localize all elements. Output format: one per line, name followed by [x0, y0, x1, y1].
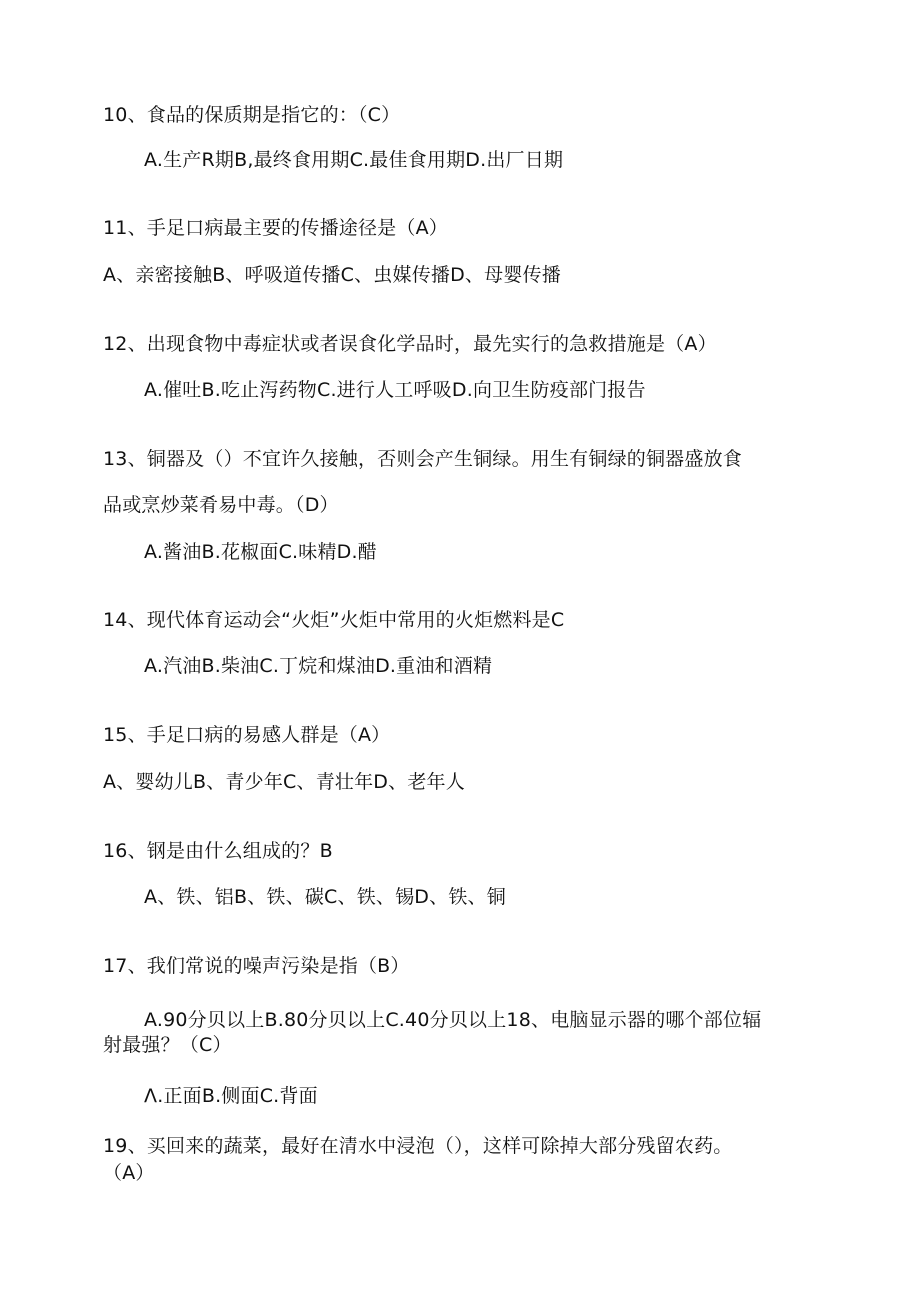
- question-18-options: Λ.正面B.侧面C.背面: [144, 1085, 318, 1107]
- question-16-options: A、铁、铝B、铁、碳C、铁、锡D、铁、铜: [144, 886, 506, 908]
- question-13: 13、铜器及（）不宜许久接触，否则会产生铜绿。用生有铜绿的铜器盛放食: [103, 448, 742, 470]
- question-10-options: A.生产R期B,最终食用期C.最佳食用期D.出厂日期: [144, 149, 564, 171]
- question-19: 19、买回来的蔬菜，最好在清水中浸泡（），这样可除掉大部分残留农药。: [103, 1135, 733, 1157]
- question-10: 10、食品的保质期是指它的：（C）: [103, 104, 401, 126]
- question-19-answer: （A）: [103, 1162, 155, 1184]
- question-18-continued: 射最强？（C）: [103, 1034, 232, 1056]
- question-11: 11、手足口病最主要的传播途径是（A）: [103, 217, 448, 239]
- question-12: 12、出现食物中毒症状或者误食化学品时，最先实行的急救措施是（A）: [103, 333, 717, 355]
- question-17: 17、我们常说的噪声污染是指（B）: [103, 955, 410, 977]
- question-15: 15、手足口病的易感人群是（A）: [103, 724, 391, 746]
- question-13-options: A.酱油B.花椒面C.味精D.醋: [144, 541, 377, 563]
- question-16: 16、钢是由什么组成的？B: [103, 840, 333, 862]
- question-11-options: A、亲密接触B、呼吸道传播C、虫媒传播D、母婴传播: [103, 264, 561, 286]
- question-14-options: A.汽油B.柴油C.丁烷和煤油D.重油和酒精: [144, 655, 493, 677]
- question-12-options: A.催吐B.吃止泻药物C.进行人工呼吸D.向卫生防疫部门报告: [144, 379, 646, 401]
- question-14: 14、现代体育运动会“火炬”火炬中常用的火炬燃料是C: [103, 609, 565, 631]
- question-15-options: A、婴幼儿B、青少年C、青壮年D、老年人: [103, 771, 465, 793]
- question-17-options-and-question-18: A.90分贝以上B.80分贝以上C.40分贝以上18、电脑显示器的哪个部位辐: [144, 1009, 762, 1031]
- question-13-continued: 品或烹炒菜肴易中毒。（D）: [103, 494, 339, 516]
